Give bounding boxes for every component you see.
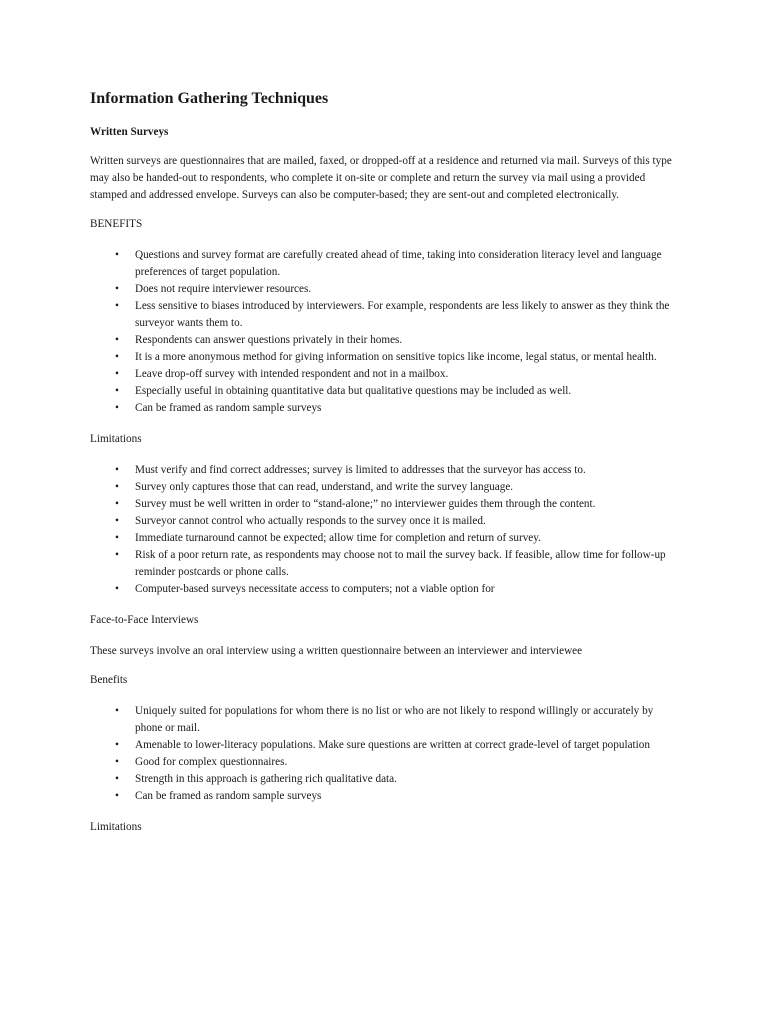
bullet-icon: • [115, 515, 119, 527]
list-item-text: Computer-based surveys necessitate access to computers; not a viable option for [135, 583, 495, 595]
bullet-icon: • [115, 249, 119, 261]
section-heading-face-to-face: Face-to-Face Interviews [90, 614, 199, 626]
bullet-icon: • [115, 283, 119, 295]
list-item [115, 462, 680, 479]
page-title: Information Gathering Techniques [90, 90, 329, 107]
list-item-text: Can be framed as random sample surveys [135, 402, 322, 414]
bullet-icon: • [115, 532, 119, 544]
list-item-text: Survey must be well written in order to “stand-alone;” no interviewer guides them through the content. [135, 498, 596, 510]
list-item [115, 366, 680, 383]
document-page [90, 88, 680, 850]
list-item-text: Respondents can answer questions privately in their homes. [135, 334, 403, 346]
list-item-text: Questions and survey format are carefully created ahead of time, taking into consideration literacy level and language preferences of target population. [135, 249, 662, 278]
list-item [115, 771, 680, 788]
bullet-icon: • [115, 756, 119, 768]
list-item-text: Strength in this approach is gathering rich qualitative data. [135, 773, 397, 785]
list-item-text: Less sensitive to biases introduced by interviewers. For example, respondents are less likely to answer as they think the surveyor wants them to. [135, 300, 670, 329]
bullet-icon: • [115, 481, 119, 493]
bullet-icon: • [115, 385, 119, 397]
list-item [115, 496, 680, 513]
list-item [115, 479, 680, 496]
benefits-label: BENEFITS [90, 218, 143, 230]
list-item-text: Immediate turnaround cannot be expected; allow time for completion and return of survey. [135, 532, 541, 544]
bullet-icon: • [115, 464, 119, 476]
list-item [115, 513, 680, 530]
list-item-text: Leave drop-off survey with intended respondent and not in a mailbox. [135, 368, 449, 380]
bullet-icon: • [115, 773, 119, 785]
list-item-text: Especially useful in obtaining quantitative data but qualitative questions may be included as well. [135, 385, 572, 397]
limitations-label: Limitations [90, 821, 142, 833]
list-item [115, 530, 680, 547]
list-item-text: Good for complex questionnaires. [135, 756, 288, 768]
list-item [115, 788, 680, 805]
list-item-text: Amenable to lower-literacy populations. Make sure questions are written at correct grade-level of target population [135, 739, 650, 751]
list-item [115, 400, 680, 417]
list-item-text: Does not require interviewer resources. [135, 283, 312, 295]
bullet-icon: • [115, 300, 119, 312]
bullet-icon: • [115, 705, 119, 717]
limitations-label: Limitations [90, 433, 142, 445]
list-item-text: Uniquely suited for populations for whom there is no list or who are not likely to respond willingly or accurately by phone or mail. [135, 705, 654, 734]
list-item [115, 383, 680, 400]
bullet-icon: • [115, 739, 119, 751]
list-item-text: Must verify and find correct addresses; survey is limited to addresses that the surveyor has access to. [135, 464, 586, 476]
list-item-text: Risk of a poor return rate, as respondents may choose not to mail the survey back. If feasible, allow time for follow-up reminder postcards or phone calls. [135, 549, 666, 578]
bullet-icon: • [115, 583, 119, 595]
bullet-icon: • [115, 790, 119, 802]
face-to-face-benefits-list [90, 703, 680, 805]
bullet-icon: • [115, 334, 119, 346]
list-item-text: Survey only captures those that can read, understand, and write the survey language. [135, 481, 514, 493]
list-item [115, 547, 680, 581]
list-item [115, 581, 680, 598]
bullet-icon: • [115, 351, 119, 363]
list-item [115, 298, 680, 332]
benefits-label: Benefits [90, 674, 128, 686]
list-item [115, 737, 680, 754]
written-surveys-benefits-list [90, 247, 680, 417]
bullet-icon: • [115, 368, 119, 380]
written-surveys-limitations-list [90, 462, 680, 598]
written-surveys-intro: Written surveys are questionnaires that are mailed, faxed, or dropped-off at a residence and returned via mail. Surveys of this type may also be handed-out to respondents, who complete it on-site or complete and return the survey via mail using a provided stamped and addressed envelope. Surveys can also be computer-based; they are sent-out and completed electronically. [90, 155, 672, 201]
bullet-icon: • [115, 498, 119, 510]
section-heading-written-surveys: Written Surveys [90, 126, 169, 138]
list-item [115, 332, 680, 349]
list-item-text: Surveyor cannot control who actually responds to the survey once it is mailed. [135, 515, 486, 527]
bullet-icon: • [115, 402, 119, 414]
list-item [115, 703, 680, 737]
list-item-text: It is a more anonymous method for giving information on sensitive topics like income, legal status, or mental health. [135, 351, 657, 363]
face-to-face-intro: These surveys involve an oral interview using a written questionnaire between an interviewer and interviewee [90, 645, 583, 657]
list-item-text: Can be framed as random sample surveys [135, 790, 322, 802]
list-item [115, 247, 680, 281]
bullet-icon: • [115, 549, 119, 561]
list-item [115, 349, 680, 366]
list-item [115, 754, 680, 771]
list-item [115, 281, 680, 298]
